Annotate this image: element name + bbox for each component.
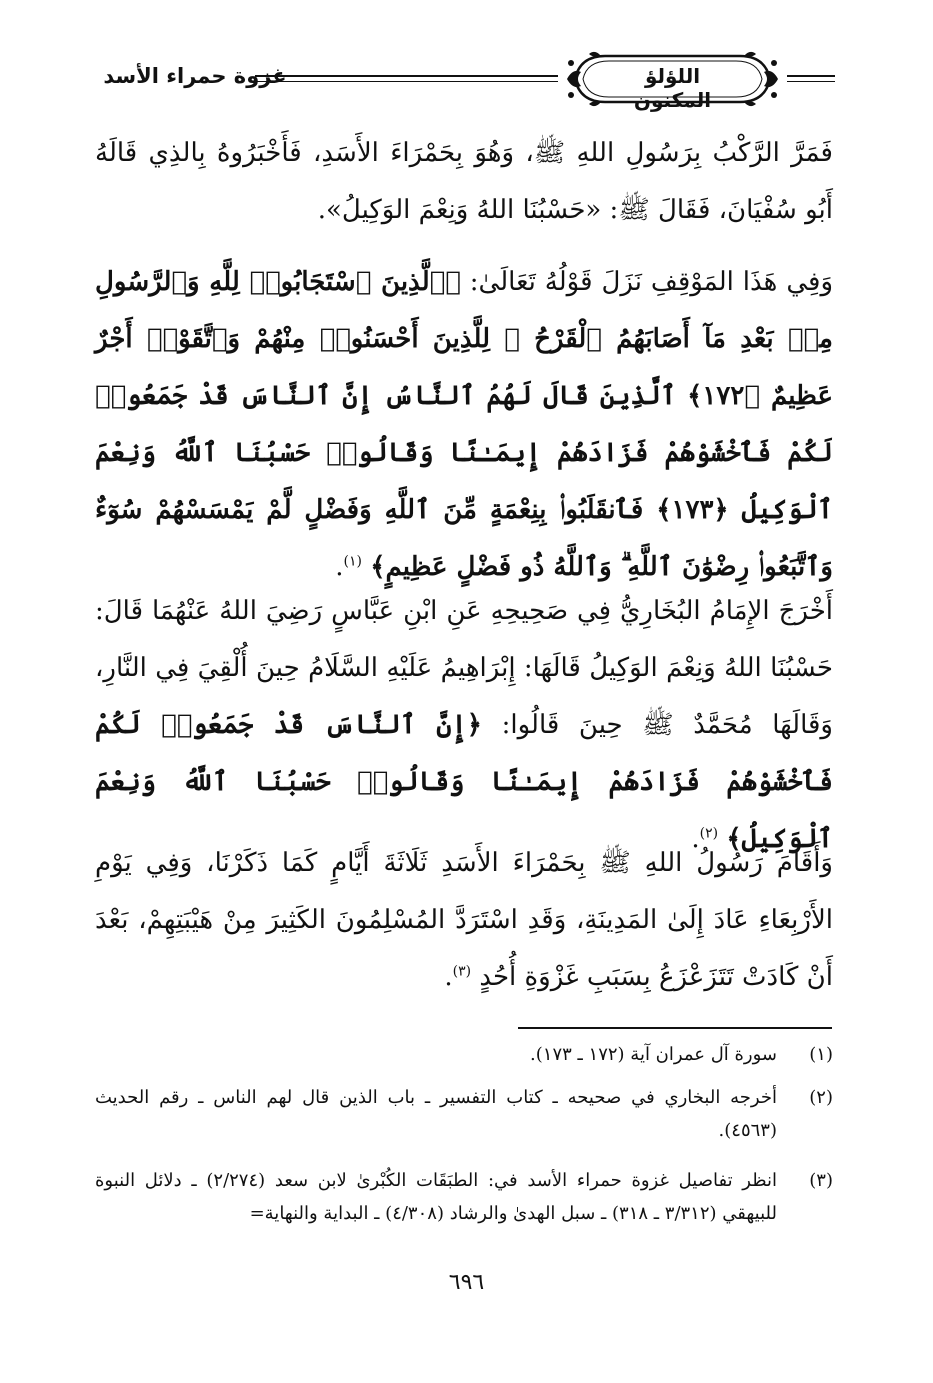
- paragraph-3: [95, 583, 833, 868]
- paragraph-2: [95, 254, 833, 596]
- footnote-3: [95, 1164, 833, 1230]
- paragraph-1: فَمَرَّ الرَّكْبُ بِرَسُولِ اللهِ ﷺ، وَهُوَ بِحَمْرَاءَ الأَسَدِ، فَأَخْبَرُوهُ بِالذِي قَالَهُ أَبُو سُفْيَانَ، فَقَالَ ﷺ: «حَسْبُنَا اللهُ وَنِعْمَ الوَكِيلُ».: [95, 138, 833, 225]
- running-header: [95, 50, 835, 114]
- footnote-number: (٣): [809, 1170, 833, 1191]
- footnote-separator: [518, 1027, 832, 1029]
- footnote-1: [95, 1038, 833, 1071]
- header-rule: [255, 75, 558, 77]
- footnote-text: أخرجه البخاري في صحيحه ـ كتاب التفسير ـ باب الذين قال لهم الناس ـ رقم الحديث (٤٥٦٣).: [95, 1087, 777, 1141]
- paragraph-4: [95, 835, 833, 1006]
- footnote-ref-1: (١): [343, 553, 362, 570]
- quran-verse-block: ﴿ٱلَّذِينَ ٱسْتَجَابُوا۟ لِلَّهِ وَٱلرَّسُولِ مِنۢ بَعْدِ مَآ أَصَابَهُمُ ٱلْقَرْحُ ۚ لِلَّذِينَ أَحْسَنُوا۟ مِنْهُمْ وَٱتَّقَوْا۟ أَجْرٌ عَظِيمٌ ﴿١٧٢﴾ ٱلَّذِينَ قَالَ لَهُمُ ٱلنَّاسُ إِنَّ ٱلنَّاسَ قَدْ جَمَعُوا۟ لَكُمْ فَٱخْشَوْهُمْ فَزَادَهُمْ إِيمَـٰنًا وَقَالُوا۟ حَسْبُنَا ٱللَّهُ وَنِعْمَ ٱلْوَكِيلُ ﴿١٧٣﴾ فَٱنقَلَبُوا۟ بِنِعْمَةٍ مِّنَ ٱللَّهِ وَفَضْلٍ لَّمْ يَمْسَسْهُمْ سُوٓءٌ وَٱتَّبَعُوا۟ رِضْوَٰنَ ٱللَّهِ ۗ وَٱللَّهُ ذُو فَضْلٍ عَظِيمٍ﴾: [95, 267, 834, 582]
- full-stop: .: [691, 824, 700, 854]
- header-rule: [787, 75, 835, 77]
- full-stop: .: [335, 552, 344, 582]
- paragraph-4-text: وَأَقَامَ رَسُولُ اللهِ ﷺ بِحَمْرَاءَ الأَسَدِ ثَلَاثَةَ أَيَّامٍ كَمَا ذَكَرْنَا، وَفِي يَوْمِ الأَرْبِعَاءِ عَادَ إِلَىٰ المَدِينَةِ، وَقَدِ اسْتَرَدَّ المُسْلِمُونَ الكَثِيرَ مِنْ هَيْبَتِهِمْ، بَعْدَ أَنْ كَادَتْ تَتَزَعْزَعُ بِسَبَبِ غَزْوَةِ أُحُدٍ: [95, 848, 833, 992]
- footnote-ref-3: (٣): [452, 963, 472, 980]
- header-rule: [255, 81, 558, 82]
- full-stop: .: [444, 962, 453, 992]
- chapter-title: غزوة حمراء الأسد: [103, 64, 287, 88]
- footnote-text: سورة آل عمران آية (١٧٢ ـ ١٧٣).: [530, 1044, 777, 1065]
- header-rule: [787, 81, 835, 82]
- book-title: اللؤلؤ المكنون: [633, 64, 712, 112]
- footnote-ref-2: (٢): [699, 825, 719, 842]
- quran-verse-quote: ﴿إِنَّ ٱلنَّاسَ قَدْ جَمَعُوا۟ لَكُمْ فَٱخْشَوْهُمْ فَزَادَهُمْ إِيمَـٰنًا وَقَالُوا۟ حَسْبُنَا ٱللَّهُ وَنِعْمَ ٱلْوَكِيلُ﴾: [95, 710, 833, 854]
- footnote-2: [95, 1081, 833, 1147]
- paragraph-2-intro: وَفِي هَذَا المَوْقِفِ نَزَلَ قَوْلُهُ تَعَالَىٰ:: [469, 267, 833, 297]
- footnote-number: (٢): [809, 1087, 833, 1108]
- paragraph-3-intro: أَخْرَجَ الإِمَامُ البُخَارِيُّ فِي صَحِيحِهِ عَنِ ابْنِ عَبَّاسٍ رَضِيَ اللهُ عَنْهُمَا قَالَ: حَسْبُنَا اللهُ وَنِعْمَ الوَكِيلُ قَالَهَا: إِبْرَاهِيمُ عَلَيْهِ السَّلَامُ حِينَ أُلْقِيَ فِي النَّارِ، وَقَالَهَا مُحَمَّدٌ ﷺ حِينَ قَالُوا:: [95, 596, 833, 740]
- footnote-number: (١): [809, 1044, 833, 1065]
- page-number: ٦٩٦: [448, 1270, 485, 1295]
- footnote-text: انظر تفاصيل غزوة حمراء الأسد في: الطبَقَات الكُبْرىٰ لابن سعد (٢/٢٧٤) ـ دلائل النبوة للبيهقي (٣/٣١٢ ـ ٣١٨) ـ سبل الهدىٰ والرشاد (٤/٣٠٨) ـ البداية والنهاية=: [95, 1170, 777, 1224]
